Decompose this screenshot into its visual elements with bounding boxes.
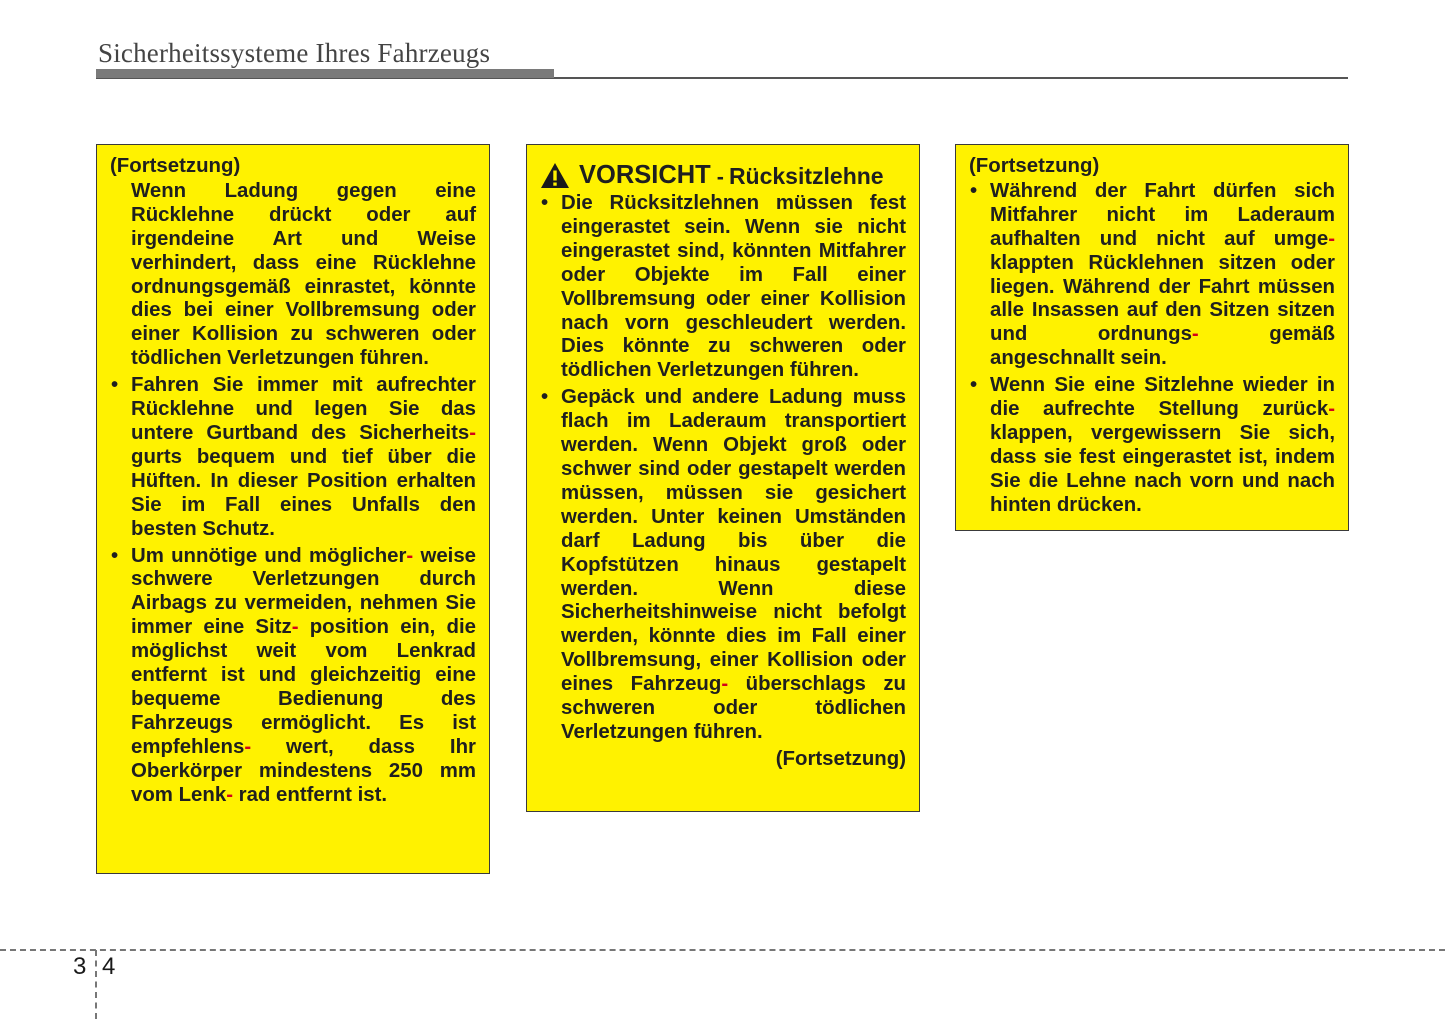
bullet: • xyxy=(541,386,549,409)
text: rad entfernt ist. xyxy=(238,783,388,806)
list-item xyxy=(969,180,1335,371)
list-item xyxy=(540,192,906,383)
page-number-divider xyxy=(95,950,97,1019)
text: Um unnötige und möglicher xyxy=(131,544,407,567)
text: gurts bequem und tief über die Hüften. In dieser Position erhalten Sie im Fall eines Unfalls den besten Schutz. xyxy=(131,445,476,540)
bullet: • xyxy=(970,179,978,202)
page-title: Sicherheitssysteme Ihres Fahrzeugs xyxy=(98,38,491,68)
continuation-footer: (Fortsetzung) xyxy=(775,747,906,770)
header-rule-accent xyxy=(96,69,554,78)
hyphen: - xyxy=(226,783,233,806)
hyphen: - xyxy=(1328,398,1335,421)
text: weise schwere Verletzungen durch Airbags zu vermeiden, nehmen Sie immer eine Sitz xyxy=(131,544,476,639)
bullet: • xyxy=(111,374,119,397)
caution-subject: Rücksitzlehne xyxy=(728,163,884,189)
hyphen: - xyxy=(469,421,476,444)
text: position ein, die möglichst weit vom Lenkrad entfernt ist und gleichzeitig eine bequeme Bedienung des Fahrzeugs ermöglicht. Es ist empfehlens xyxy=(131,616,476,758)
list-item xyxy=(110,545,476,808)
page-number: 4 xyxy=(102,953,116,980)
list-item xyxy=(540,386,906,745)
text: überschlags zu schweren oder tödlichen Verletzungen führen. xyxy=(561,673,906,743)
continuation-box-left xyxy=(96,144,490,874)
hyphen: - xyxy=(1328,227,1335,250)
text: klappten Rücklehnen sitzen oder liegen. Während der Fahrt müssen alle Insassen auf den Sitzen sitzen und ordnungs xyxy=(990,251,1335,346)
hyphen: - xyxy=(721,673,729,696)
text: Während der Fahrt dürfen sich Mitfahrer nicht im Laderaum aufhalten und nicht auf umge xyxy=(990,179,1335,250)
bullet: • xyxy=(541,192,549,214)
hyphen: - xyxy=(291,616,299,639)
caution-separator: - xyxy=(716,165,724,189)
caution-box xyxy=(526,144,920,812)
continuation-box-right xyxy=(955,144,1349,531)
continuation-heading: (Fortsetzung) xyxy=(969,155,1100,177)
list-item xyxy=(110,374,476,541)
text: wert, dass Ihr Oberkörper mindestens 250 mm vom Lenk xyxy=(131,735,476,806)
continuation-heading: (Fortsetzung) xyxy=(110,155,241,177)
warning-triangle-icon xyxy=(540,162,570,189)
bullet: • xyxy=(970,374,978,397)
list-item xyxy=(969,374,1335,517)
paragraph: Wenn Ladung gegen eine Rücklehne drückt oder auf irgendeine Art und Weise verhindert, dass eine Rücklehne ordnungsgemäß einrastet, könnte dies bei einer Vollbremsung oder einer Kollision zu schweren oder tödlichen Verletzungen führen. xyxy=(131,179,476,370)
bullet: • xyxy=(111,544,119,567)
text: Die Rücksitzlehnen müssen fest eingerastet sein. Wenn sie nicht eingerastet sind, könnten Mitfahrer oder Objekte im Fall einer Vollbremsung oder einer Kollision nach vorn geschleudert werden. Dies könnte zu schweren oder tödlichen Verletzungen führen. xyxy=(561,192,906,382)
hyphen: - xyxy=(406,544,414,567)
text: klappen, vergewissern Sie sich, dass sie fest eingerastet ist, indem Sie die Lehne nach vorn und nach hinten drücken. xyxy=(990,421,1335,516)
caution-heading xyxy=(540,161,906,189)
text: Wenn Sie eine Sitzlehne wieder in die aufrechte Stellung zurück xyxy=(990,374,1335,421)
hyphen: - xyxy=(1191,323,1199,346)
page-section-number: 3 xyxy=(73,953,87,980)
text: gemäß angeschnallt sein. xyxy=(990,323,1335,370)
hyphen: - xyxy=(244,735,252,758)
footer-dashed-rule xyxy=(0,949,1445,951)
text: Fahren Sie immer mit aufrechter Rücklehne und legen Sie das untere Gurtband des Sicherheits xyxy=(131,374,476,444)
caution-label: VORSICHT xyxy=(579,161,711,189)
text: Gepäck und andere Ladung muss flach im Laderaum transportiert werden. Wenn Objekt groß oder schwer sind oder gestapelt werden müssen, müssen sie gesichert werden. Unter keinen Umständen darf Ladung bis über die Kopfstützen hinaus gestapelt werden. Wenn diese Sicherheitshinweise nicht befolgt werden, könnte dies im Fall einer Vollbremsung, einer Kollision oder eines Fahrzeug xyxy=(561,386,906,696)
